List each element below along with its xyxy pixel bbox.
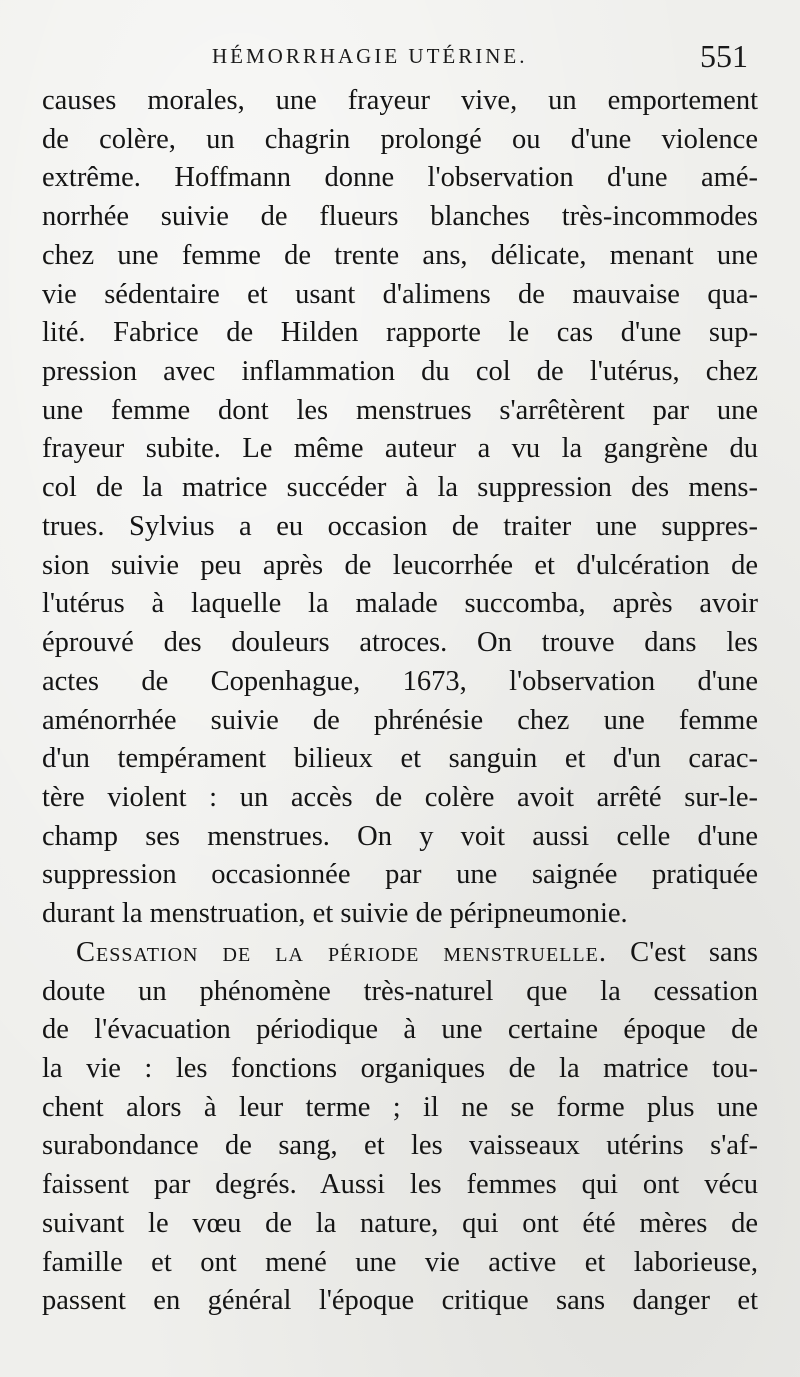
text-line: col de la matrice succéder à la suppression des mens- [42,472,758,504]
text-line: champ ses menstrues. On y voit aussi celle d'une [42,820,758,852]
section-heading: Cessation de la période menstruelle. [76,936,607,968]
text-line: chez une femme de trente ans, délicate, menant une [42,239,758,271]
text-line: la vie : les fonctions organiques de la matrice tou- [42,1052,758,1084]
text-line: famille et ont mené une vie active et laborieuse, [42,1246,758,1278]
text-line: l'utérus à laquelle la malade succomba, après avoir [42,588,758,620]
text-line: extrême. Hoffmann donne l'observation d'une amé- [42,162,758,194]
text-line: suivant le vœu de la nature, qui ont été mères de [42,1207,758,1239]
page-number: 551 [700,38,748,74]
text-line: lité. Fabrice de Hilden rapporte le cas d'une sup- [42,317,758,349]
body-text [42,82,758,1321]
running-head [0,38,800,78]
text-line: durant la menstruation, et suivie de péripneumonie. [42,898,628,930]
text-line: une femme dont les menstrues s'arrêtèrent par une [42,394,758,426]
text-line: de colère, un chagrin prolongé ou d'une violence [42,123,758,155]
text-line: chent alors à leur terme ; il ne se forme plus une [42,1091,758,1123]
text-line: éprouvé des douleurs atroces. On trouve dans les [42,627,758,659]
text-line: sion suivie peu après de leucorrhée et d'ulcération de [42,549,758,581]
text-line: tère violent : un accès de colère avoit arrêté sur-le- [42,781,758,813]
text-line: aménorrhée suivie de phrénésie chez une femme [42,704,758,736]
text-line: d'un tempérament bilieux et sanguin et d'un carac- [42,743,758,775]
text-line: frayeur subite. Le même auteur a vu la gangrène du [42,433,758,465]
text-line: surabondance de sang, et les vaisseaux utérins s'af- [42,1130,758,1162]
text-line: doute un phénomène très-naturel que la cessation [42,975,758,1007]
text-line: de l'évacuation périodique à une certaine époque de [42,1014,758,1046]
paragraph-opening-line [42,934,758,973]
text-line: pression avec inflammation du col de l'utérus, chez [42,356,758,388]
text-line: passent en général l'époque critique sans danger et [42,1285,758,1317]
text-line: trues. Sylvius a eu occasion de traiter une suppres- [42,510,758,542]
text-line: vie sédentaire et usant d'alimens de mauvaise qua- [42,278,758,310]
text-line: norrhée suivie de flueurs blanches très-incommodes [42,201,758,233]
text-line: actes de Copenhague, 1673, l'observation d'une [42,665,758,697]
heading-continuation: C'est sans [630,936,758,968]
text-line: suppression occasionnée par une saignée pratiquée [42,859,758,891]
text-line: causes morales, une frayeur vive, un emportement [42,85,758,116]
running-title: HÉMORRHAGIE UTÉRINE. [212,44,528,68]
text-line: faissent par degrés. Aussi les femmes qui ont vécu [42,1169,758,1201]
